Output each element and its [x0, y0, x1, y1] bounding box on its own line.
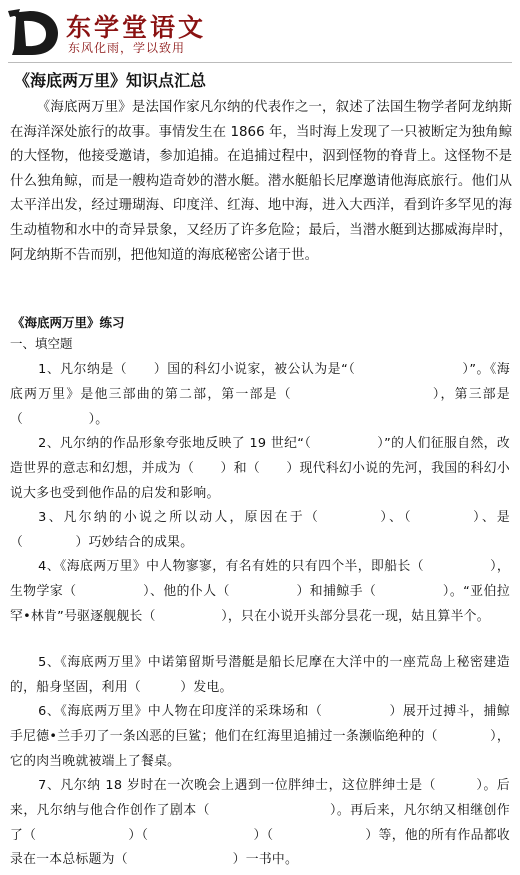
question-7: 7、凡尔纳 18 岁时在一次晚会上遇到一位胖绅士，这位胖绅士是（ ）。后来，凡尔纳与他合作创作了剧本（ ）。再后来，凡尔纳又相继创作了（ ）（ ）（ ）等，他的所有作品都收录在一本总标题为（ ）一书中。: [10, 778, 510, 868]
exercise-title: 《海底两万里》练习: [12, 315, 125, 330]
question-2: 2、凡尔纳的作品形象夸张地反映了 19 世纪“（ ）”的人们征服自然，改造世界的意志和幻想，并成为（ ）和（ ）现代科幻小说的先河，我国的科幻小说大多也受到他作品的启发和影响。: [10, 436, 510, 501]
question-3: 3、凡尔纳的小说之所以动人，原因在于（ ）、（ ）、是（ ）巧妙结合的成果。: [10, 510, 510, 550]
question-4: 4、《海底两万里》中人物寥寥，有名有姓的只有四个半，即船长（ ），生物学家（ ）、他的仆人（ ）和捕鲸手（ ）。“亚伯拉罕•林肯”号驱逐舰舰长（ ），只在小说开头部分昙花一现，姑且算半个。: [10, 559, 510, 624]
question-1: 1、凡尔纳是（ ）国的科幻小说家，被公认为是“（ ）”。《海底两万里》是他三部曲的第二部，第一部是（ ），第三部是（ ）。: [10, 362, 510, 427]
intro-paragraph: 《海底两万里》是法国作家凡尔纳的代表作之一，叙述了法国生物学者阿龙纳斯在海洋深处旅行的故事。事情发生在 1866 年，当时海上发现了一只被断定为独角鲸的大怪物，他接受邀请，参加追捕。在追捕过程中，泅到怪物的脊背上。这怪物不是什么独角鲸，而是一艘构造奇妙的潜水艇。潜水艇船长尼摩邀请他海底旅行。他们从太平洋出发，经过珊瑚海、印度洋、红海、地中海，进入大西洋，看到许多罕见的海生动植物和水中的奇异景象，又经历了许多危险；最后，当潜水艇到达挪威海岸时，阿龙纳斯不告而别，把他知道的海底秘密公诸于世。: [10, 100, 512, 263]
doc-title: 《海底两万里》知识点汇总: [14, 71, 207, 90]
brand-title: 东学堂语文: [66, 13, 207, 42]
question-5: 5、《海底两万里》中诺第留斯号潜艇是船长尼摩在大洋中的一座荒岛上秘密建造的，船身坚固，利用（ ）发电。: [10, 655, 510, 695]
section-heading: 一、填空题: [10, 336, 73, 351]
brush-d-logo-icon: [6, 5, 60, 59]
site-header: [0, 0, 520, 62]
question-6: 6、《海底两万里》中人物在印度洋的采珠场和（ ）展开过搏斗，捕鲸手尼德•兰手刃了一条凶恶的巨鲨；他们在红海里追捕过一条濒临绝种的（ ），它的肉当晚就被端上了餐桌。: [10, 704, 510, 769]
brand-slogan: 东风化雨，学以致用: [68, 41, 186, 55]
header-divider: [8, 62, 512, 63]
